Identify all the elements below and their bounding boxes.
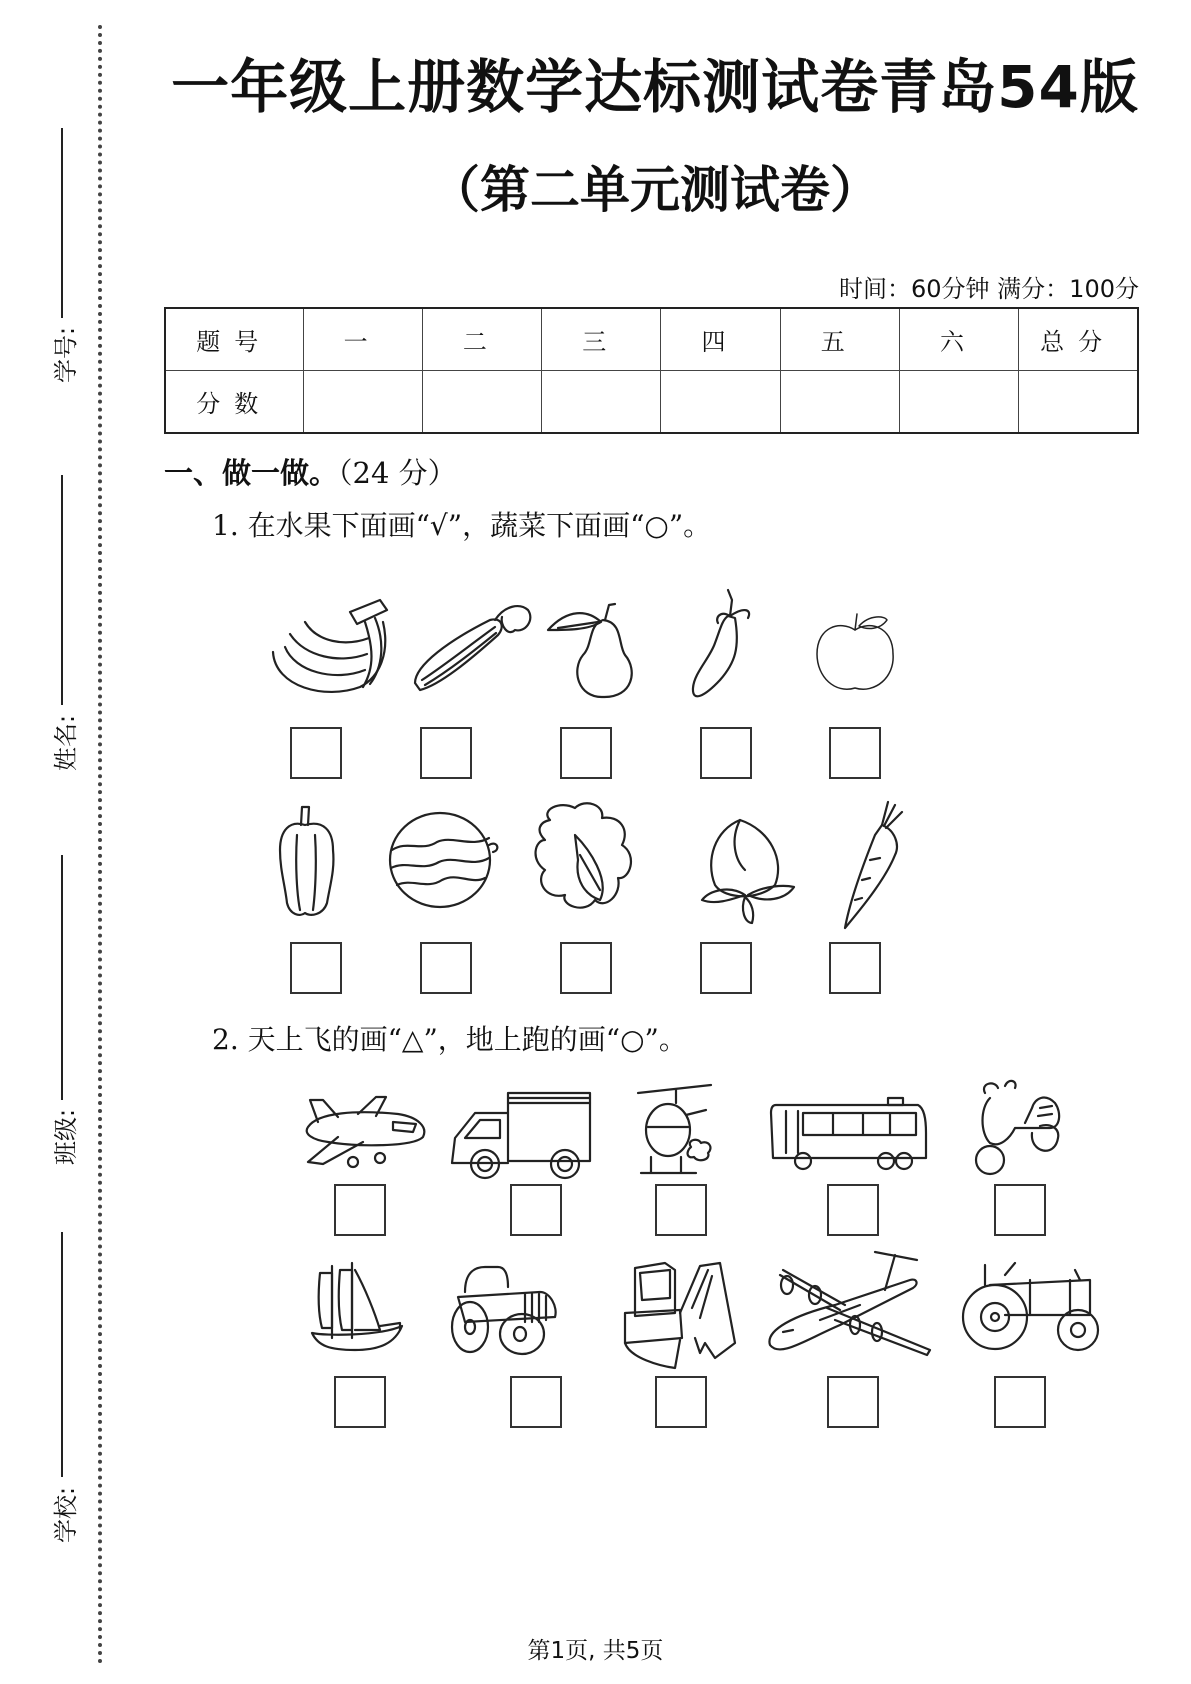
column-4: 四 — [661, 308, 780, 371]
binding-dashed-line — [98, 25, 102, 1665]
answer-box-bus[interactable] — [827, 1184, 879, 1236]
student-id-label: 学号: — [52, 326, 80, 384]
school-label: 学校: — [52, 1486, 80, 1544]
answer-box-bell-pepper[interactable] — [290, 942, 342, 994]
score-cell-5[interactable] — [780, 371, 899, 434]
answer-box-sailboat[interactable] — [334, 1376, 386, 1428]
bell-pepper-icon — [275, 805, 337, 930]
score-cell-6[interactable] — [899, 371, 1018, 434]
answer-box-airplane[interactable] — [334, 1184, 386, 1236]
table-row-header — [165, 308, 1138, 371]
answer-box-jet-airliner[interactable] — [827, 1376, 879, 1428]
jet-airliner-icon — [765, 1250, 935, 1358]
eggplant-icon — [690, 588, 760, 706]
excavator-icon — [620, 1258, 740, 1370]
table-row-scores — [165, 371, 1138, 434]
column-3: 三 — [542, 308, 661, 371]
column-total: 总分 — [1019, 308, 1138, 371]
question-2-text: 2. 天上飞的画“△”，地上跑的画“○”。 — [212, 1023, 687, 1056]
helicopter-icon — [636, 1085, 716, 1180]
score-cell-3[interactable] — [542, 371, 661, 434]
answer-box-road-roller[interactable] — [510, 1376, 562, 1428]
answer-box-peach[interactable] — [700, 942, 752, 994]
score-table — [164, 307, 1139, 434]
pear-icon — [543, 600, 643, 700]
section-1-points: （24 分） — [338, 456, 457, 490]
answer-box-carrot[interactable] — [829, 942, 881, 994]
peach-icon — [700, 815, 795, 925]
column-6: 六 — [899, 308, 1018, 371]
row-header-score: 分数 — [165, 371, 303, 434]
cabbage-icon — [530, 800, 640, 920]
class-label: 班级: — [52, 1108, 80, 1166]
cucumber-icon — [410, 595, 535, 695]
carrot-icon — [840, 800, 905, 930]
score-cell-total[interactable] — [1019, 371, 1138, 434]
sailboat-icon — [310, 1258, 405, 1353]
answer-box-watermelon[interactable] — [420, 942, 472, 994]
school-blank-line — [61, 1232, 63, 1477]
road-roller-icon — [450, 1262, 565, 1357]
page-number: 第1页, 共5页 — [527, 1638, 664, 1664]
section-1-heading — [164, 455, 457, 491]
name-label: 姓名: — [52, 714, 80, 772]
truck-icon — [450, 1088, 595, 1180]
column-5: 五 — [780, 308, 899, 371]
answer-box-eggplant[interactable] — [700, 727, 752, 779]
section-1-title: 一、做一做。 — [164, 456, 339, 490]
column-1: 一 — [303, 308, 422, 371]
score-cell-1[interactable] — [303, 371, 422, 434]
exam-meta: 时间：60分钟 满分：100分 — [839, 275, 1139, 303]
score-cell-4[interactable] — [661, 371, 780, 434]
column-2: 二 — [422, 308, 541, 371]
page-title: 一年级上册数学达标测试卷青岛54版 — [171, 53, 1139, 121]
page-subtitle: （第二单元测试卷） — [430, 161, 880, 219]
watermelon-icon — [387, 810, 502, 910]
scooter-icon — [970, 1078, 1065, 1178]
class-blank-line — [61, 855, 63, 1100]
row-header-question-number: 题号 — [165, 308, 303, 371]
score-cell-2[interactable] — [422, 371, 541, 434]
answer-box-truck[interactable] — [510, 1184, 562, 1236]
bus-icon — [768, 1093, 928, 1173]
answer-box-apple[interactable] — [829, 727, 881, 779]
tractor-icon — [960, 1255, 1100, 1355]
apple-icon — [815, 612, 897, 694]
banana-icon — [265, 592, 397, 702]
answer-box-cucumber[interactable] — [420, 727, 472, 779]
answer-box-cabbage[interactable] — [560, 942, 612, 994]
question-1-text: 1. 在水果下面画“√”，蔬菜下面画“○”。 — [212, 509, 712, 542]
name-blank-line — [61, 475, 63, 705]
answer-box-helicopter[interactable] — [655, 1184, 707, 1236]
answer-box-scooter[interactable] — [994, 1184, 1046, 1236]
airplane-icon — [298, 1092, 428, 1170]
answer-box-pear[interactable] — [560, 727, 612, 779]
answer-box-excavator[interactable] — [655, 1376, 707, 1428]
answer-box-banana[interactable] — [290, 727, 342, 779]
student-id-blank-line — [61, 128, 63, 318]
answer-box-tractor[interactable] — [994, 1376, 1046, 1428]
